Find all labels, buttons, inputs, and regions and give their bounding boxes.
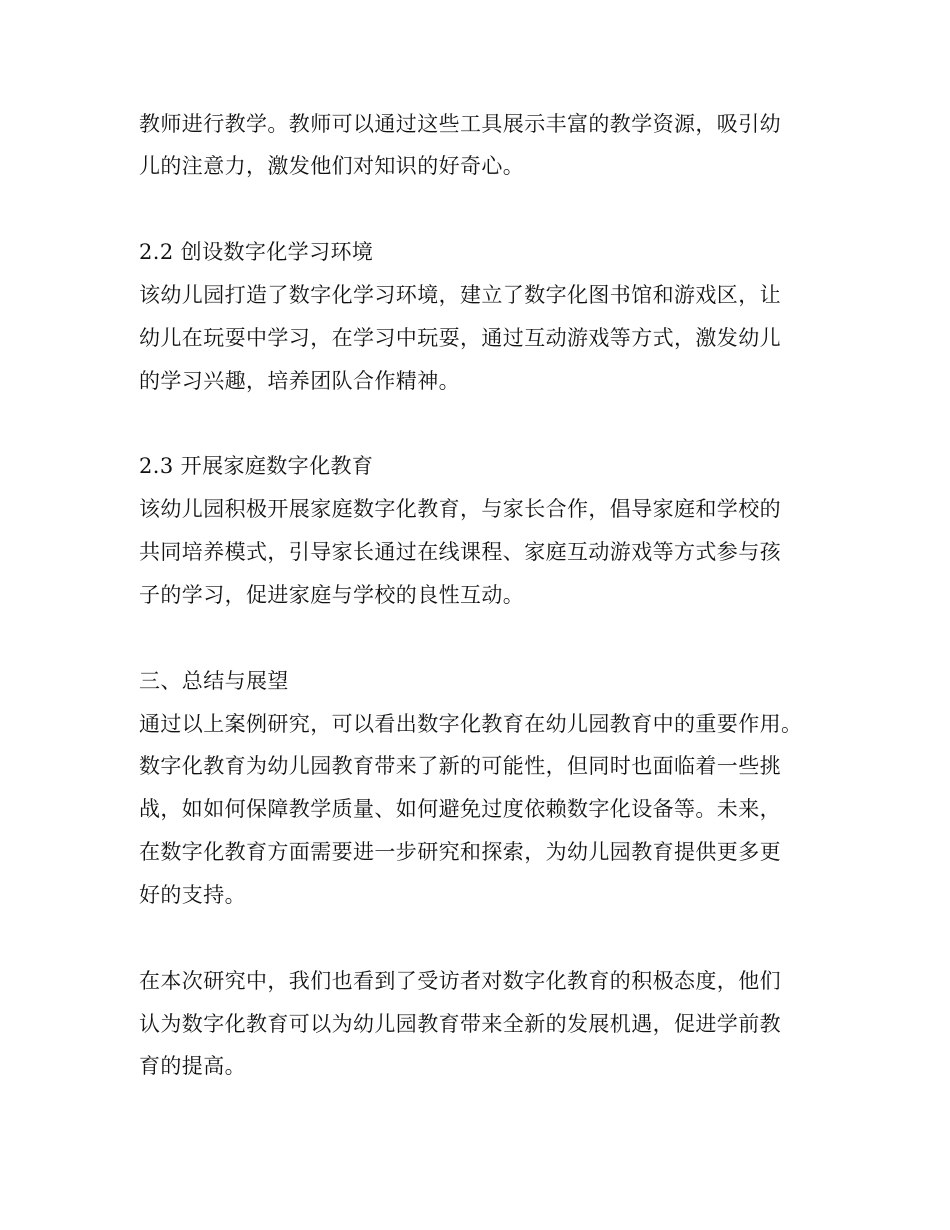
paragraph-line: 好的支持。 (139, 883, 246, 907)
paragraph-line: 子的学习，促进家庭与学校的良性互动。 (139, 583, 525, 607)
paragraph-line: 通过以上案例研究，可以看出数字化教育在幼儿园教育中的重要作用。 (139, 712, 803, 736)
paragraph-line: 该幼儿园打造了数字化学习环境，建立了数字化图书馆和游戏区，让 (139, 283, 781, 307)
section-heading: 2.2 创设数字化学习环境 (139, 240, 374, 264)
paragraph-line: 共同培养模式，引导家长通过在线课程、家庭互动游戏等方式参与孩 (139, 540, 781, 564)
paragraph-line: 儿的注意力，激发他们对知识的好奇心。 (139, 154, 525, 178)
paragraph-line: 幼儿在玩耍中学习，在学习中玩耍，通过互动游戏等方式，激发幼儿 (139, 326, 781, 350)
paragraph-line: 在数字化教育方面需要进一步研究和探索，为幼儿园教育提供更多更 (139, 840, 781, 864)
paragraph-line: 在本次研究中，我们也看到了受访者对数字化教育的积极态度，他们 (139, 969, 781, 993)
paragraph-line: 育的提高。 (139, 1054, 246, 1078)
paragraph-line: 战，如如何保障教学质量、如何避免过度依赖数字化设备等。未来， (139, 797, 781, 821)
paragraph-line: 认为数字化教育可以为幼儿园教育带来全新的发展机遇，促进学前教 (139, 1012, 781, 1036)
paragraph-line: 该幼儿园积极开展家庭数字化教育，与家长合作，倡导家庭和学校的 (139, 497, 781, 521)
section-heading: 三、总结与展望 (139, 669, 289, 693)
paragraph-line: 的学习兴趣，培养团队合作精神。 (139, 369, 460, 393)
paragraph-line: 数字化教育为幼儿园教育带来了新的可能性，但同时也面临着一些挑 (139, 754, 781, 778)
section-heading: 2.3 开展家庭数字化教育 (139, 454, 374, 478)
paragraph-line: 教师进行教学。教师可以通过这些工具展示丰富的教学资源，吸引幼 (139, 112, 781, 136)
